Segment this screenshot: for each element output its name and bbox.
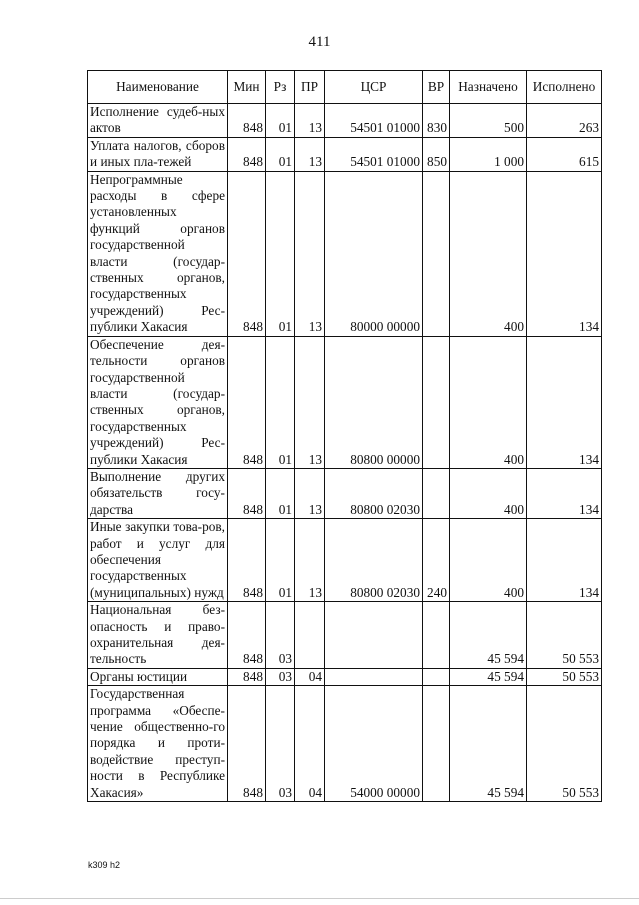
row-name-cell: Исполнение судеб-ных актов: [88, 104, 228, 138]
table-row: [88, 668, 602, 685]
ministry-code-cell: 848: [228, 104, 266, 138]
target-article-cell: 54501 01000: [325, 137, 423, 171]
table-row: [88, 137, 602, 171]
section-code-cell: 01: [266, 104, 295, 138]
executed-amount-cell: 615: [527, 137, 602, 171]
executed-amount-cell: 134: [527, 519, 602, 602]
target-article-cell: [325, 668, 423, 685]
table-row: [88, 171, 602, 336]
section-code-cell: 03: [266, 668, 295, 685]
executed-amount-cell: 50 553: [527, 602, 602, 669]
table-row: [88, 686, 602, 802]
table-body: [88, 104, 602, 802]
executed-amount-cell: 263: [527, 104, 602, 138]
ministry-code-cell: 848: [228, 519, 266, 602]
expense-type-cell: 850: [423, 137, 450, 171]
target-article-cell: 80000 00000: [325, 171, 423, 336]
column-header: ВР: [423, 71, 450, 104]
section-code-cell: 01: [266, 336, 295, 468]
subsection-code-cell: 13: [295, 137, 325, 171]
column-header: Назначено: [450, 71, 527, 104]
table-header-row: [88, 71, 602, 104]
target-article-cell: [325, 602, 423, 669]
page-number: 411: [308, 34, 331, 50]
subsection-code-cell: [295, 602, 325, 669]
assigned-amount-cell: 400: [450, 336, 527, 468]
column-header: Мин: [228, 71, 266, 104]
assigned-amount-cell: 45 594: [450, 668, 527, 685]
row-name-cell: Иные закупки това-ров, работ и услуг для обеспечения государственных (муниципальных) нужд: [88, 519, 228, 602]
table-row: [88, 104, 602, 138]
expense-type-cell: [423, 468, 450, 518]
expense-type-cell: 830: [423, 104, 450, 138]
table-row: [88, 336, 602, 468]
column-header: Исполнено: [527, 71, 602, 104]
footer-code: k309 h2: [88, 860, 121, 870]
subsection-code-cell: 13: [295, 336, 325, 468]
assigned-amount-cell: 400: [450, 519, 527, 602]
subsection-code-cell: 04: [295, 668, 325, 685]
ministry-code-cell: 848: [228, 171, 266, 336]
row-name-cell: Национальная без-опасность и право-охранительная дея-тельность: [88, 602, 228, 669]
budget-table: [87, 70, 602, 802]
row-name-cell: Органы юстиции: [88, 668, 228, 685]
row-name-cell: Непрограммные расходы в сфере установленных функций органов государственной власти (государ-ственных органов, государственных учреждений) Рес-публики Хакасия: [88, 171, 228, 336]
assigned-amount-cell: 500: [450, 104, 527, 138]
target-article-cell: 54000 00000: [325, 686, 423, 802]
row-name-cell: Государственная программа «Обеспе-чение общественно-го порядка и проти-водействие преступ-ности в Республике Хакасия»: [88, 686, 228, 802]
expense-type-cell: [423, 171, 450, 336]
ministry-code-cell: 848: [228, 602, 266, 669]
target-article-cell: 54501 01000: [325, 104, 423, 138]
target-article-cell: 80800 02030: [325, 468, 423, 518]
ministry-code-cell: 848: [228, 468, 266, 518]
subsection-code-cell: 13: [295, 468, 325, 518]
bottom-rule: [0, 898, 639, 899]
row-name-cell: Выполнение других обязательств госу-дарства: [88, 468, 228, 518]
assigned-amount-cell: 45 594: [450, 602, 527, 669]
subsection-code-cell: 04: [295, 686, 325, 802]
table-row: [88, 519, 602, 602]
table-row: [88, 602, 602, 669]
executed-amount-cell: 134: [527, 171, 602, 336]
ministry-code-cell: 848: [228, 137, 266, 171]
expense-type-cell: [423, 686, 450, 802]
column-header: ПР: [295, 71, 325, 104]
expense-type-cell: [423, 336, 450, 468]
assigned-amount-cell: 1 000: [450, 137, 527, 171]
section-code-cell: 01: [266, 468, 295, 518]
assigned-amount-cell: 400: [450, 468, 527, 518]
section-code-cell: 01: [266, 519, 295, 602]
subsection-code-cell: 13: [295, 104, 325, 138]
expense-type-cell: [423, 602, 450, 669]
section-code-cell: 03: [266, 686, 295, 802]
row-name-cell: Уплата налогов, сборов и иных пла-тежей: [88, 137, 228, 171]
executed-amount-cell: 50 553: [527, 686, 602, 802]
ministry-code-cell: 848: [228, 336, 266, 468]
ministry-code-cell: 848: [228, 686, 266, 802]
expense-type-cell: [423, 668, 450, 685]
ministry-code-cell: 848: [228, 668, 266, 685]
section-code-cell: 03: [266, 602, 295, 669]
column-header: ЦСР: [325, 71, 423, 104]
column-header: Рз: [266, 71, 295, 104]
expense-type-cell: 240: [423, 519, 450, 602]
target-article-cell: 80800 02030: [325, 519, 423, 602]
assigned-amount-cell: 400: [450, 171, 527, 336]
subsection-code-cell: 13: [295, 519, 325, 602]
executed-amount-cell: 50 553: [527, 668, 602, 685]
assigned-amount-cell: 45 594: [450, 686, 527, 802]
row-name-cell: Обеспечение дея-тельности органов государственной власти (государ-ственных органов, государственных учреждений) Рес-публики Хакасия: [88, 336, 228, 468]
executed-amount-cell: 134: [527, 336, 602, 468]
target-article-cell: 80800 00000: [325, 336, 423, 468]
section-code-cell: 01: [266, 137, 295, 171]
table-row: [88, 468, 602, 518]
executed-amount-cell: 134: [527, 468, 602, 518]
column-header: Наименование: [88, 71, 228, 104]
subsection-code-cell: 13: [295, 171, 325, 336]
section-code-cell: 01: [266, 171, 295, 336]
